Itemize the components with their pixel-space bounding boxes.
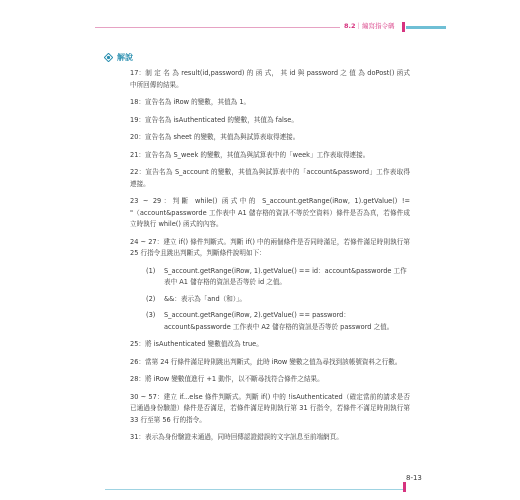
explanation-item [130, 392, 410, 427]
line-ref: 30 ~ 57： [130, 392, 164, 401]
item-text: 建立 if() 條件判斷式。判斷 if() 中的兩個條件是否同時滿足，若條件滿足時則執行第 25 行指令且跳出判斷式，判斷條件說明如下： [130, 237, 410, 257]
item-text: 制 定 名 為 result(id,password) 的 函 式， 其 id 與 password 之 值 為 doPost() 函式中所回傳的結果。 [130, 69, 411, 89]
page-number: 8-13 [406, 474, 422, 482]
explanation-item [130, 374, 410, 386]
condition-text: &&：表示為「and（和）」。 [164, 294, 247, 303]
footer-rule [105, 489, 405, 490]
condition-list [130, 266, 410, 334]
section-heading [104, 51, 133, 63]
condition-text: S_account.getRange(iRow, 2).getValue() == password：account&passworde 工作表中 A2 儲存格的資訊是否等於 password 之值。 [164, 311, 394, 331]
item-text: 宣告名為 iRow 的變數，其值為 1。 [144, 98, 251, 106]
line-ref: 25： [130, 340, 145, 348]
explanation-item [130, 432, 410, 444]
header-separator: ｜ [355, 22, 363, 30]
item-text: 宣告名為 S_week 的變數，其值為與試算表中的「week」工作表取得連接。 [144, 150, 370, 159]
line-ref: 21： [130, 150, 145, 159]
condition-item [146, 294, 410, 306]
condition-number: (3) [146, 311, 156, 319]
line-ref: 28： [130, 375, 145, 383]
item-text: 建立 if...else 條件判斷式。判斷 if() 中的 !isAuthenticated（確定當前的請求是否已通過身份驗證）條件是否滿足，若條件滿足時則執行第 31 行指令，若條件不滿足時則執行第 33 行至第 56 行的指令。 [130, 392, 410, 424]
explanation-item [130, 150, 410, 162]
condition-number: (2) [146, 294, 156, 303]
explanation-item [130, 357, 410, 369]
explanation-item [130, 167, 410, 190]
line-ref: 31： [130, 433, 145, 441]
item-text: 宣告名為 isAuthenticated 的變數，其值為 false。 [144, 115, 298, 124]
item-text: 當第 24 行條件滿足時則跳出判斷式，此時 iRow 變數之值為尋找到該帳號資料之行數。 [144, 357, 402, 366]
line-ref: 20： [130, 133, 145, 141]
line-ref: 24 ~ 27： [130, 237, 164, 246]
explanation-item [130, 237, 410, 260]
header-chapter-title: 編寫指令碼 [362, 22, 395, 30]
explanation-item [130, 339, 410, 351]
line-ref: 26： [130, 357, 145, 366]
header-accent-bar [402, 22, 405, 32]
diamond-circle-icon [104, 53, 113, 62]
line-ref: 23 ~ 29： [130, 197, 173, 205]
item-text: 將 isAuthenticated 變數值改為 true。 [144, 340, 263, 348]
line-ref: 19： [130, 115, 145, 124]
line-ref: 18： [130, 98, 145, 106]
explanation-item [130, 196, 410, 231]
item-text: 表示為身份驗證未通過，同時回傳認證錯誤的文字訊息至前端網頁。 [144, 433, 343, 441]
header-rule-right [406, 26, 446, 29]
item-text: 判斷 while() 函式中的 S_account.getRange(iRow, 1).getValue() != "（account&passworde 工作表中 A1 儲存格的資訊不等於空資料）條件是否為真，若條件成立時執行 while() 函式的內容。 [130, 197, 410, 228]
item-text: 宣告名為 sheet 的變數，其值為與試算表取得連接。 [144, 133, 300, 141]
condition-number: (1) [146, 266, 156, 275]
condition-text: S_account.getRange(iRow, 1).getValue() == id：account&passworde 工作表中 A1 儲存格的資訊是否等於 id 之值。 [164, 266, 407, 286]
line-ref: 17： [130, 69, 146, 77]
line-ref: 22： [130, 168, 146, 176]
explanation-item [130, 68, 410, 91]
header-rule-left [95, 27, 340, 28]
explanation-item [130, 115, 410, 127]
explanation-list [130, 68, 410, 450]
header-section-number: 8.2 [344, 22, 356, 30]
explanation-item [130, 97, 410, 109]
item-text: 將 iRow 變數值進行 +1 動作，以不斷尋找符合條件之結果。 [144, 375, 324, 383]
section-heading-label: 解說 [117, 52, 133, 62]
footer-accent-bar [403, 482, 406, 492]
condition-item [146, 266, 410, 289]
item-text: 宣告名為 S_account 的變數，其值為與試算表中的「account&password」工作表取得連接。 [130, 168, 410, 188]
explanation-item [130, 132, 410, 144]
running-header [340, 20, 406, 32]
condition-item [146, 310, 410, 333]
